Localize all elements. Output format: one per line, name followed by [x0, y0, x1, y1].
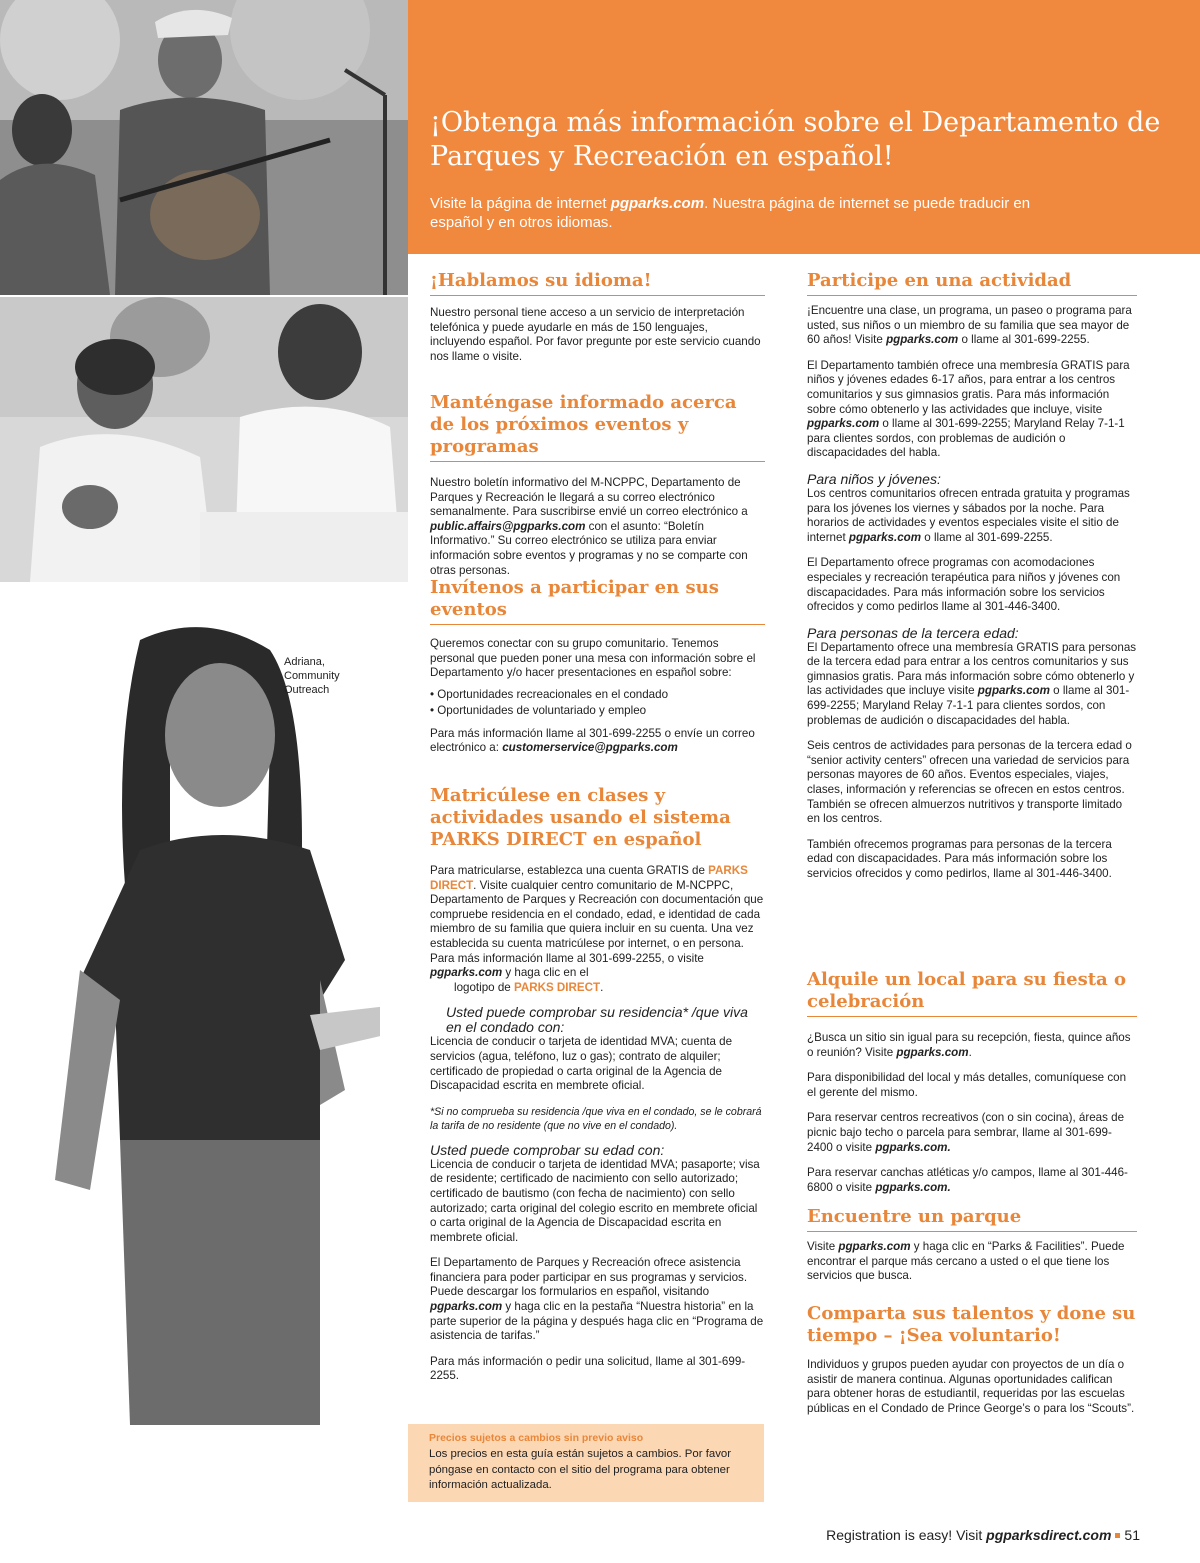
website-link[interactable]: pgparks.com: [430, 1300, 503, 1314]
subheading: Usted puede comprobar su residencia* /que viva en el condado con:: [446, 1004, 748, 1036]
section-heading: Participe en una actividad: [807, 270, 1137, 296]
section-participe: Participe en una actividad ¡Encuentre una clase, un programa, un paseo o programa para usted, sus niños o un miembro de su familia que sea mayor de 60 años! Visite pgparks.com o llame al 301-699-2255. El Departamento también ofrece una membresía GRATIS para niños y jóvenes edades 6-17 años, para entrar a los centros comunitarios y sus gimnasios gratis. Para más información sobre cómo obtenerlo y las actividades que incluye, visite pgparks.com o llame al 301-699-2255; Maryland Relay 7-1-1 para clientes sordos, con problemas de audición o discapacidades del habla. Para niños y jóvenes: Los centros comunitarios ofrecen entrada gratuita y programas para los jóvenes los viernes y sábados por la noche. Para horarios de actividades y eventos especiales visite el sitio de internet pgparks.com o llame al 301-699-2255. El Departamento ofrece programas con acomodaciones especiales y recreación terapéutica para niños y jóvenes con discapacidades. Para más información sobre los servicios ofrecidos y como pedirlos llame al 301-446-3400. Para personas de la tercera edad: El Departamento ofrece una membresía GRATIS para personas de la tercera edad para entrar a los centros comunitarios y sus gimnasios gratis. Para más información sobre cómo obtenerlo y las actividades que incluye visite pgparks.com o llame al 301-699-2255; Maryland Relay 7-1-1 para clientes sordos, con problemas de audición o discapacidades del habla. Seis centros de actividades para personas de la tercera edad o “senior activity centers” ofrecen una variedad de servicios para personas mayores de 60 años. Eventos especiales, viajes, clases, información y referencias se ofrecen en estos centros. También se ofrecen almuerzos nutritivos y transporte limitado en los centros. También ofrecemos programas para personas de la tercera edad con discapacidades. Para más información sobre los servicios ofrecidos y como pedirlos, llame al 301-446-3400.: [807, 270, 1137, 880]
kids-photo: [0, 297, 408, 582]
disclaimer-text: Los precios en esta guía están sujetos a cambios. Por favor póngase en contacto con el sitio del programa para obtener información actualizada.: [429, 1448, 732, 1491]
website-link[interactable]: pgparks.com: [896, 1045, 969, 1059]
musicians-photo: [0, 0, 408, 295]
website-link[interactable]: pgparks.com.: [875, 1140, 951, 1154]
website-link[interactable]: pgparks.com.: [875, 1180, 951, 1194]
website-link[interactable]: pgparks.com: [977, 684, 1050, 698]
price-disclaimer: [408, 1424, 764, 1502]
section-heading: Comparta sus talentos y done su tiempo – ¡Sea voluntario!: [807, 1303, 1136, 1346]
adriana-photo: [20, 620, 380, 1425]
website-link[interactable]: pgparks.com: [848, 530, 922, 544]
section-encuentre: Encuentre un parque Visite pgparks.com y haga clic en “Parks & Facilities”. Puede encontrar el parque más cercano a usted o el que tiene los servicios que busca.: [807, 1206, 1137, 1295]
section-hablamos: ¡Hablamos su idioma! Nuestro personal tiene acceso a un servicio de interpretación telefónica y puede ayudarle en más de 150 lenguajes, incluyendo español. Por favor pregunte por este servicio cuando nos llame o visite.: [430, 270, 765, 375]
website-link[interactable]: pgparks.com: [886, 333, 959, 347]
section-heading: Invítenos a participar en sus eventos: [430, 577, 765, 625]
website-link[interactable]: pgparks.com: [430, 966, 503, 980]
subheading: Usted puede comprobar su edad con:: [430, 1141, 665, 1158]
subheading: Para niños y jóvenes:: [807, 470, 941, 487]
section-informado: Manténgase informado acerca de los próximos eventos y programas Nuestro boletín informativo del M-NCPPC, Departamento de Parques y Recreación le llegará a su correo electrónico semanalmente. Para suscribirse envié un correo electrónico a public.affairs@pgparks.com con el asunto: “Boletín Informativo.” Su correo electrónico se utiliza para enviar información sobre eventos y programas y no se comparte con otras personas.: [430, 392, 765, 589]
banner-intro: Visite la página de internet pgparks.com. Nuestra página de internet se puede traducir en español y en otros idiomas.: [430, 195, 1031, 231]
separator-square-icon: [1115, 1533, 1120, 1538]
page-footer: Registration is easy! Visit pgparksdirect.com 51: [826, 1527, 1140, 1543]
section-voluntario: Comparta sus talentos y done su tiempo – ¡Sea voluntario! Individuos y grupos pueden ayudar con proyectos de un día o asistir de manera continua. Algunas oportunidades califican para obtener horas de estudiantil, requeridas por las escuelas públicas en el Condado de Prince George’s o para los “Scouts”.: [807, 1303, 1136, 1415]
list-item: • Oportunidades recreacionales en el condado: [440, 687, 765, 703]
registration-link[interactable]: pgparksdirect.com: [986, 1527, 1112, 1543]
website-link[interactable]: pgparks.com: [610, 195, 705, 212]
header-banner: [408, 0, 1200, 254]
topics-list: [430, 687, 765, 719]
section-matriculese: Matricúlese en clases y actividades usando el sistema PARKS DIRECT en español Para matricularse, establezca una cuenta GRATIS de PARKS DIRECT. Visite cualquier centro comunitario de M-NCPPC, Departamento de Parques y Recreación con documentación que compruebe residencia en el condado, edad, e identidad de cada miembro de su familia que quiera incluir en su cuenta. Una vez establecida su cuenta matricúlese por internet, o en persona. Para más información llame al 301-699-2255, o visite pgparks.com y haga clic en el logotipo de PARKS DIRECT. Usted puede comprobar su residencia* /que viva en el condado con: Licencia de conducir o tarjeta de identidad MVA; cuenta de servicios (agua, teléfono, luz o gas); contrato de alquiler; certificado de propiedad o carta original de la Agencia de Discapacidad escrita en membrete oficial. *Si no comprueba su residencia /que viva en el condado, se le cobrará la tarifa de no residente (que no vive en el condado). Usted puede comprobar su edad con: Licencia de conducir o tarjeta de identidad MVA; pasaporte; visa de residente; certificado de nacimiento con sello autorizado; certificado de bautismo (con fecha de nacimiento) con sello autorizado; carta original del colegio escrito en membrete oficial o carta original de la Agencia de Discapacidad escrita en membrete oficial. El Departamento de Parques y Recreación ofrece asistencia financiera para poder participar en sus programas y servicios. Puede descargar los formularios en español, visitando pgparks.com y haga clic en la pestaña “Nuestra historia” en la parte superior de la página y después haga clic en “Programa de asistencia de tarifas.” Para más información o pedir una solicitud, llame al 301-699-2255.: [430, 785, 764, 1383]
photo-caption: Adriana, Community Outreach: [284, 656, 340, 696]
website-link[interactable]: pgparks.com: [838, 1240, 911, 1253]
email-link[interactable]: customerservice@pgparks.com: [502, 741, 678, 755]
footnote: *Si no comprueba su residencia /que viva en el condado, se le cobrará la tarifa de no residente (que no vive en el condado).: [430, 1105, 762, 1132]
section-heading: ¡Hablamos su idioma!: [430, 270, 765, 296]
section-invitenos: Invítenos a participar en sus eventos Queremos conectar con su grupo comunitario. Tenemos personal que pueden poner una mesa con información sobre el Departamento y/o hacer presentaciones en español sobre: • Oportunidades recreacionales en el condado • Oportunidades de voluntariado y empleo Para más información llame al 301-699-2255 o envíe un correo electrónico a: customerservice@pgparks.com: [430, 577, 765, 767]
page-title: ¡Obtenga más información sobre el Departamento de Parques y Recreación en español!: [430, 107, 1161, 172]
section-heading: Alquile un local para su fiesta o celebración: [807, 969, 1137, 1017]
section-alquile: Alquile un local para su fiesta o celebración ¿Busca un sitio sin igual para su recepción, fiesta, quince años o reunión? Visite pgparks.com. Para disponibilidad del local y más detalles, comuníquese con el gerente del mismo. Para reservar centros recreativos (con o sin cocina), áreas de picnic bajo techo o parcela para sembrar, llame al 301-699-2400 o visite pgparks.com. Para reservar canchas atléticas y/o campos, llame al 301-446-6800 o visite pgparks.com.: [807, 969, 1137, 1206]
disclaimer-title: Precios sujetos a cambios sin previo aviso: [429, 1432, 644, 1444]
website-link[interactable]: pgparks.com: [807, 417, 880, 431]
section-heading: Manténgase informado acerca de los próximos eventos y programas: [430, 392, 765, 462]
email-link[interactable]: public.affairs@pgparks.com: [430, 519, 586, 533]
section-heading: Matricúlese en clases y actividades usando el sistema PARKS DIRECT en español: [430, 785, 731, 850]
page-number: 51: [1124, 1527, 1140, 1543]
subheading: Para personas de la tercera edad:: [807, 624, 1019, 641]
list-item: • Oportunidades de voluntariado y empleo: [440, 703, 765, 719]
section-heading: Encuentre un parque: [807, 1206, 1137, 1232]
